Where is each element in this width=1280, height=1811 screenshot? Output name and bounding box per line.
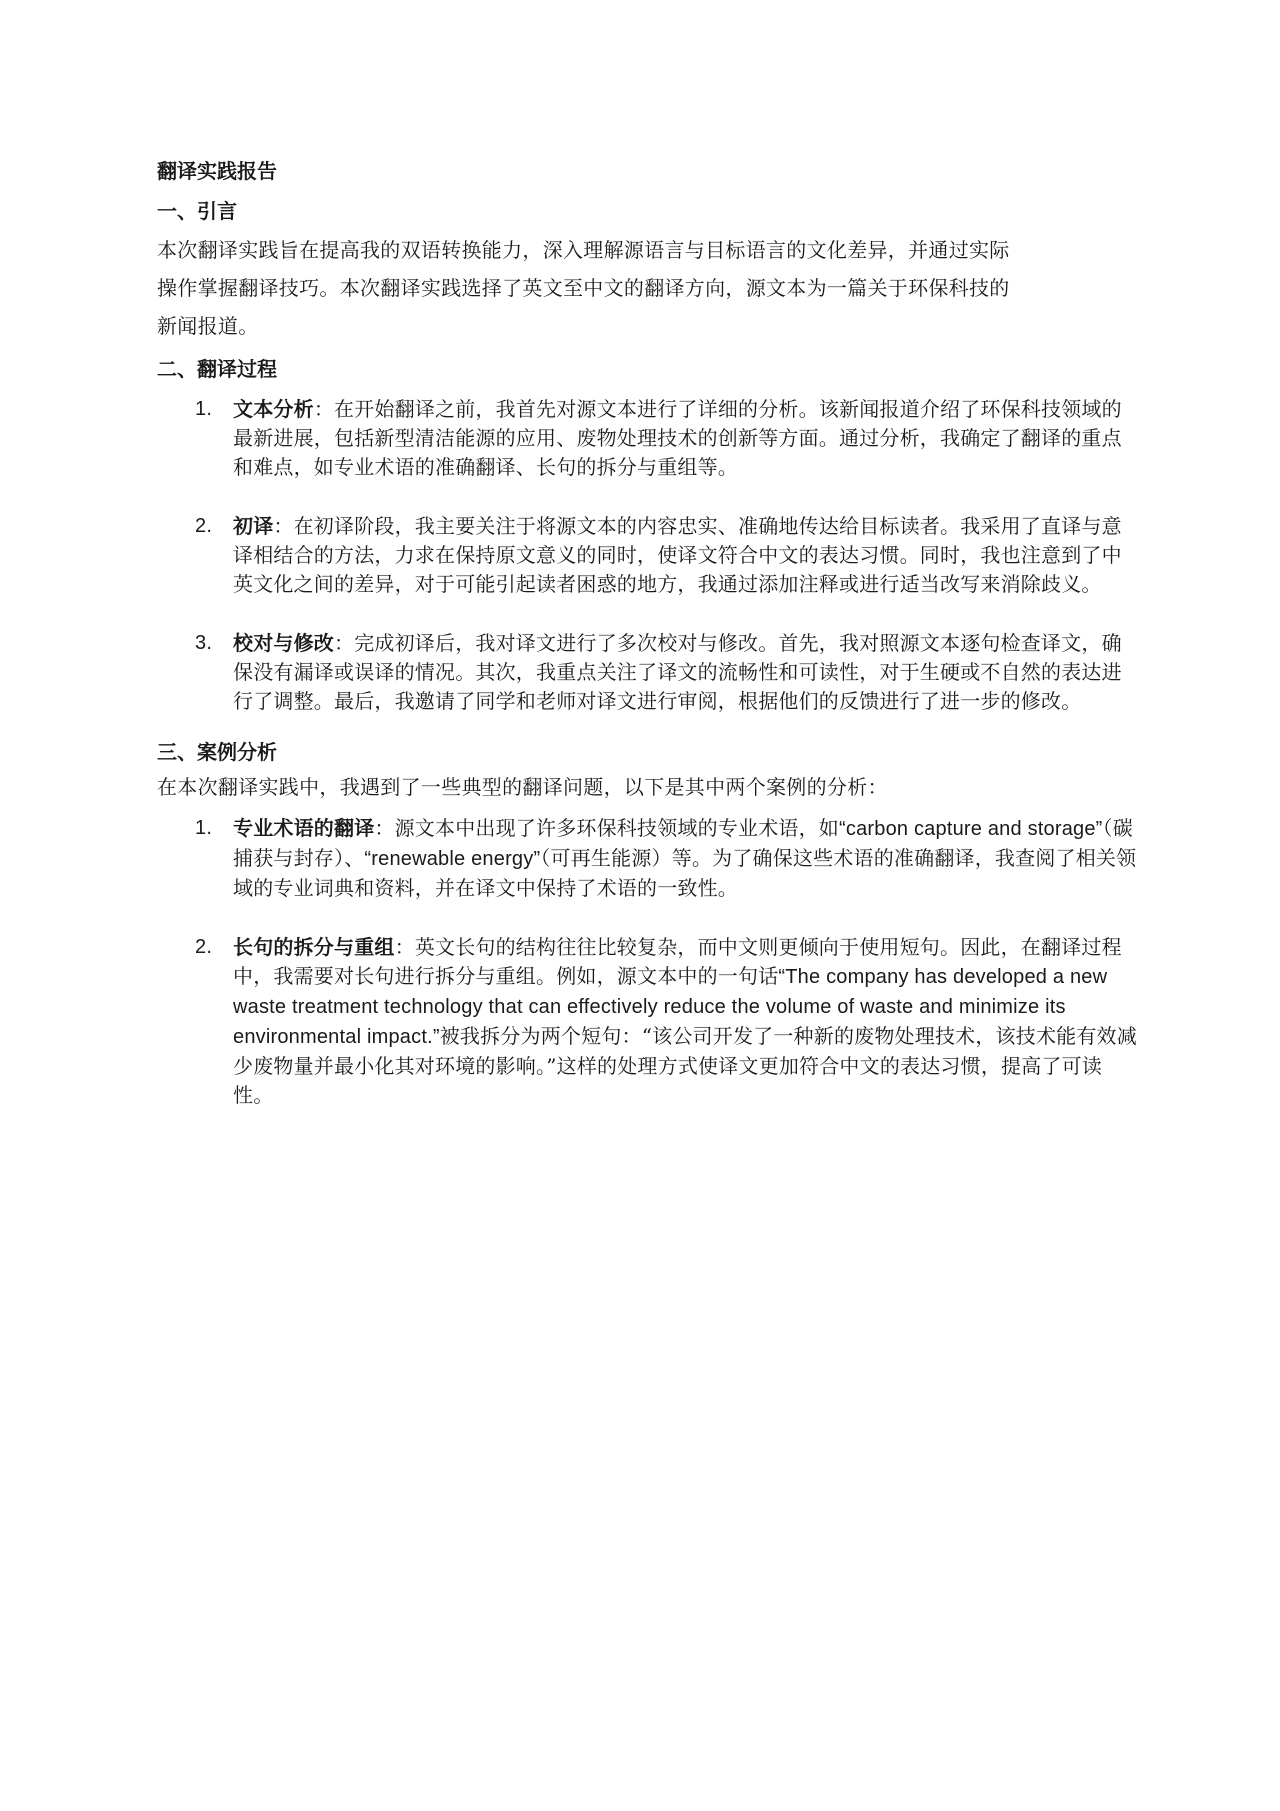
list-item — [157, 395, 1137, 482]
document-title: 翻译实践报告 — [157, 159, 277, 183]
list-item-separator: ： — [394, 935, 415, 959]
list-item-text: 完成初译后，我对译文进行了多次校对与修改。首先，我对照源文本逐句检查译文，确保没有漏译或误译的情况。其次，我重点关注了译文的流畅性和可读性，对于生硬或不自然的表达进行了调整。最后，我邀请了同学和老师对译文进行审阅，根据他们的反馈进行了进一步的修改。 — [233, 631, 1122, 713]
paragraph-line: 操作掌握翻译技巧。本次翻译实践选择了英文至中文的翻译方向，源文本为一篇关于环保科技的 — [157, 276, 1010, 300]
list-item-term: 专业术语的翻译 — [233, 816, 375, 840]
list-number: 1. — [195, 398, 213, 420]
list-item-separator: ： — [313, 397, 335, 421]
list-item-term: 长句的拆分与重组 — [233, 935, 395, 959]
list-item-text: 在开始翻译之前，我首先对源文本进行了详细的分析。该新闻报道介绍了环保科技领域的最新进展，包括新型清洁能源的应用、废物处理技术的创新等方面。通过分析，我确定了翻译的重点和难点，如专业术语的准确翻译、长句的拆分与重组等。 — [233, 397, 1122, 479]
list-item-term: 初译 — [233, 514, 274, 538]
list-item-text: 源文本中出现了许多环保科技领域的专业术语，如 — [394, 816, 840, 840]
case-analysis-list — [157, 814, 1137, 1110]
list-number: 3. — [195, 632, 213, 654]
list-item-term: 文本分析 — [233, 397, 314, 421]
list-item-separator: ： — [334, 631, 355, 655]
list-item-text: （碳捕获与封存）、 — [233, 816, 1133, 870]
list-item — [157, 814, 1137, 903]
list-item-text: 在初译阶段，我主要关注于将源文本的内容忠实、准确地传达给目标读者。我采用了直译与意译相结合的方法，力求在保持原文意义的同时，使译文符合中文的表达习惯。同时，我也注意到了中英文化之间的差异，对于可能引起读者困惑的地方，我通过添加注释或进行适当改写来消除歧义。 — [233, 514, 1122, 596]
list-item-text: 英文长句的结构往往比较复杂，而中文则更倾向于使用短句。因此，在翻译过程中，我需要对长句进行拆分与重组。例如，源文本中的一句话 — [233, 935, 1122, 988]
list-number: 2. — [195, 515, 213, 537]
paragraph-line: 本次翻译实践旨在提高我的双语转换能力，深入理解源语言与目标语言的文化差异，并通过实际 — [157, 238, 1010, 262]
case-analysis-intro: 在本次翻译实践中，我遇到了一些典型的翻译问题，以下是其中两个案例的分析： — [157, 775, 888, 799]
section-heading-case-analysis: 三、案例分析 — [157, 740, 277, 764]
list-item-separator: ： — [374, 816, 395, 840]
list-item — [157, 629, 1137, 716]
introduction-paragraph — [157, 231, 1137, 345]
list-item-text: 被我拆分为两个短句：“该公司开发了一种新的废物处理技术，该技术能有效减少废物量并最小化其对环境的影响。”这样的处理方式使译文更加符合中文的表达习惯，提高了可读性。 — [233, 1024, 1137, 1107]
document-page — [157, 150, 1137, 1132]
english-term: “renewable energy” — [364, 848, 541, 870]
paragraph-line: 新闻报道。 — [157, 314, 259, 338]
list-item-text: （可再生能源）等。为了确保这些术语的准确翻译，我查阅了相关领域的专业词典和资料，并在译文中保持了术语的一致性。 — [233, 846, 1137, 900]
list-item-term: 校对与修改 — [233, 631, 334, 655]
section-heading-translation-process: 二、翻译过程 — [157, 357, 277, 381]
english-sentence: “The company has developed a new waste treatment technology that can effectively reduce the volume of waste and minimize its environmental impact.” — [233, 966, 1108, 1048]
list-number: 2. — [195, 936, 213, 958]
list-item — [157, 933, 1137, 1110]
translation-process-list — [157, 395, 1137, 716]
list-number: 1. — [195, 817, 213, 839]
english-term: “carbon capture and storage” — [839, 818, 1103, 840]
section-heading-introduction: 一、引言 — [157, 199, 237, 223]
list-item — [157, 512, 1137, 599]
list-item-separator: ： — [273, 514, 294, 538]
